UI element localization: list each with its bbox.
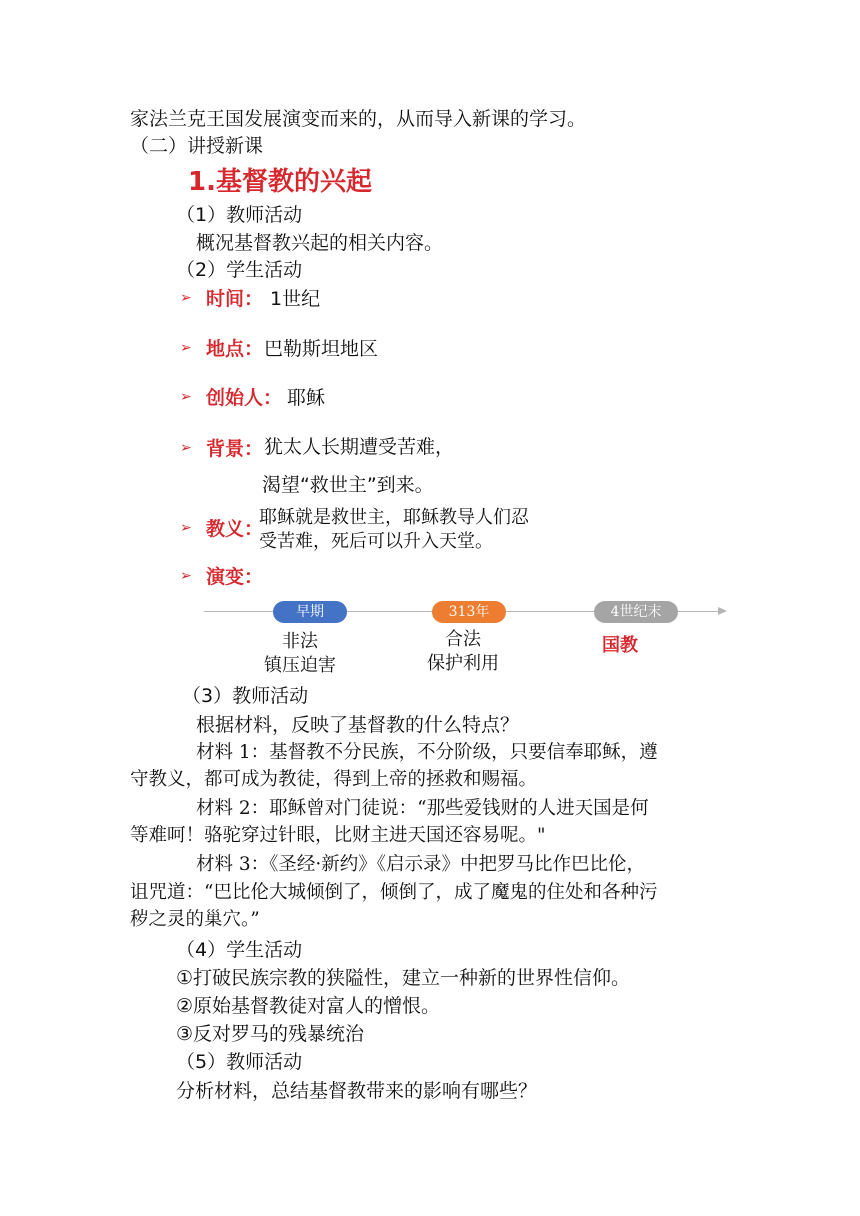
bullet-label: 时间： [206, 288, 264, 310]
section-heading: （二）讲授新课 [130, 135, 264, 157]
intro-line: 家法兰克王国发展演变而来的，从而导入新课的学习。 [130, 108, 587, 130]
arrow-icon: ➢ [180, 389, 192, 405]
material-2-line-2: 等难呵！骆驼穿过针眼，比财主进天国还容易呢。" [130, 825, 546, 846]
arrow-icon: ➢ [180, 290, 192, 306]
bullet-label: 演变： [206, 566, 264, 588]
bullet-text: 耶稣就是救世主，耶稣教导人们忍 [259, 507, 529, 528]
timeline-pill-late-4th-century: 4世纪末 [594, 601, 678, 623]
topic-title: 1.基督教的兴起 [188, 167, 372, 197]
bullet-label: 创始人： [206, 387, 283, 409]
arrow-icon: ➢ [180, 568, 192, 584]
step5-heading: （5）教师活动 [176, 1051, 303, 1073]
material-1-line-2: 守教义，都可成为教徒，得到上帝的拯救和赐福。 [130, 769, 538, 790]
step2-heading: （2）学生活动 [176, 259, 303, 281]
stage-early-status: 非法 [282, 631, 318, 652]
step4-item-3: ③反对罗马的残暴统治 [176, 1023, 365, 1045]
timeline-arrowhead-icon [718, 607, 727, 615]
stage-313-policy: 保护利用 [427, 653, 499, 674]
stage-early-policy: 镇压迫害 [264, 655, 336, 676]
stage-313-status: 合法 [445, 629, 481, 650]
material-1-line-1: 材料 1：基督教不分民族，不分阶级，只要信奉耶稣，遵 [196, 742, 658, 763]
material-3-line-3: 秽之灵的巢穴。” [130, 909, 260, 930]
material-3-line-2: 诅咒道：“巴比伦大城倾倒了，倾倒了，成了魔鬼的住处和各种污 [130, 882, 658, 903]
material-3-line-1: 材料 3：《圣经·新约》《启示录》中把罗马比作巴比伦， [196, 854, 646, 875]
material-2-line-1: 材料 2：耶稣曾对门徒说：“那些爱钱财的人进天国是何 [196, 798, 649, 819]
arrow-icon: ➢ [180, 340, 192, 356]
bullet-text: 耶稣 [287, 387, 326, 409]
bullet-label: 教义： [206, 518, 264, 540]
step4-heading: （4）学生活动 [176, 939, 303, 961]
step4-item-2: ②原始基督教徒对富人的憎恨。 [176, 995, 441, 1017]
bullet-label: 背景： [206, 438, 264, 460]
timeline-pill-313: 313年 [432, 601, 506, 623]
timeline-pill-early: 早期 [273, 601, 347, 623]
arrow-icon: ➢ [180, 440, 192, 456]
step5-text: 分析材料，总结基督教带来的影响有哪些？ [176, 1080, 538, 1102]
step1-heading: （1）教师活动 [176, 204, 303, 226]
bullet-text-2: 渴望“救世主”到来。 [262, 474, 434, 496]
bullet-text: 1世纪 [270, 288, 321, 310]
step4-item-1: ①打破民族宗教的狭隘性，建立一种新的世界性信仰。 [176, 967, 631, 989]
bullet-text: 巴勒斯坦地区 [264, 338, 379, 360]
stage-late-status: 国教 [602, 635, 638, 656]
step3-heading: （3）教师活动 [182, 685, 309, 707]
bullet-text: 犹太人长期遭受苦难， [264, 436, 455, 458]
bullet-label: 地点： [206, 338, 264, 360]
step1-text: 概况基督教兴起的相关内容。 [196, 232, 444, 254]
bullet-text-2: 受苦难，死后可以升入天堂。 [259, 531, 493, 552]
step3-question: 根据材料，反映了基督教的什么特点？ [196, 714, 520, 736]
arrow-icon: ➢ [180, 520, 192, 536]
